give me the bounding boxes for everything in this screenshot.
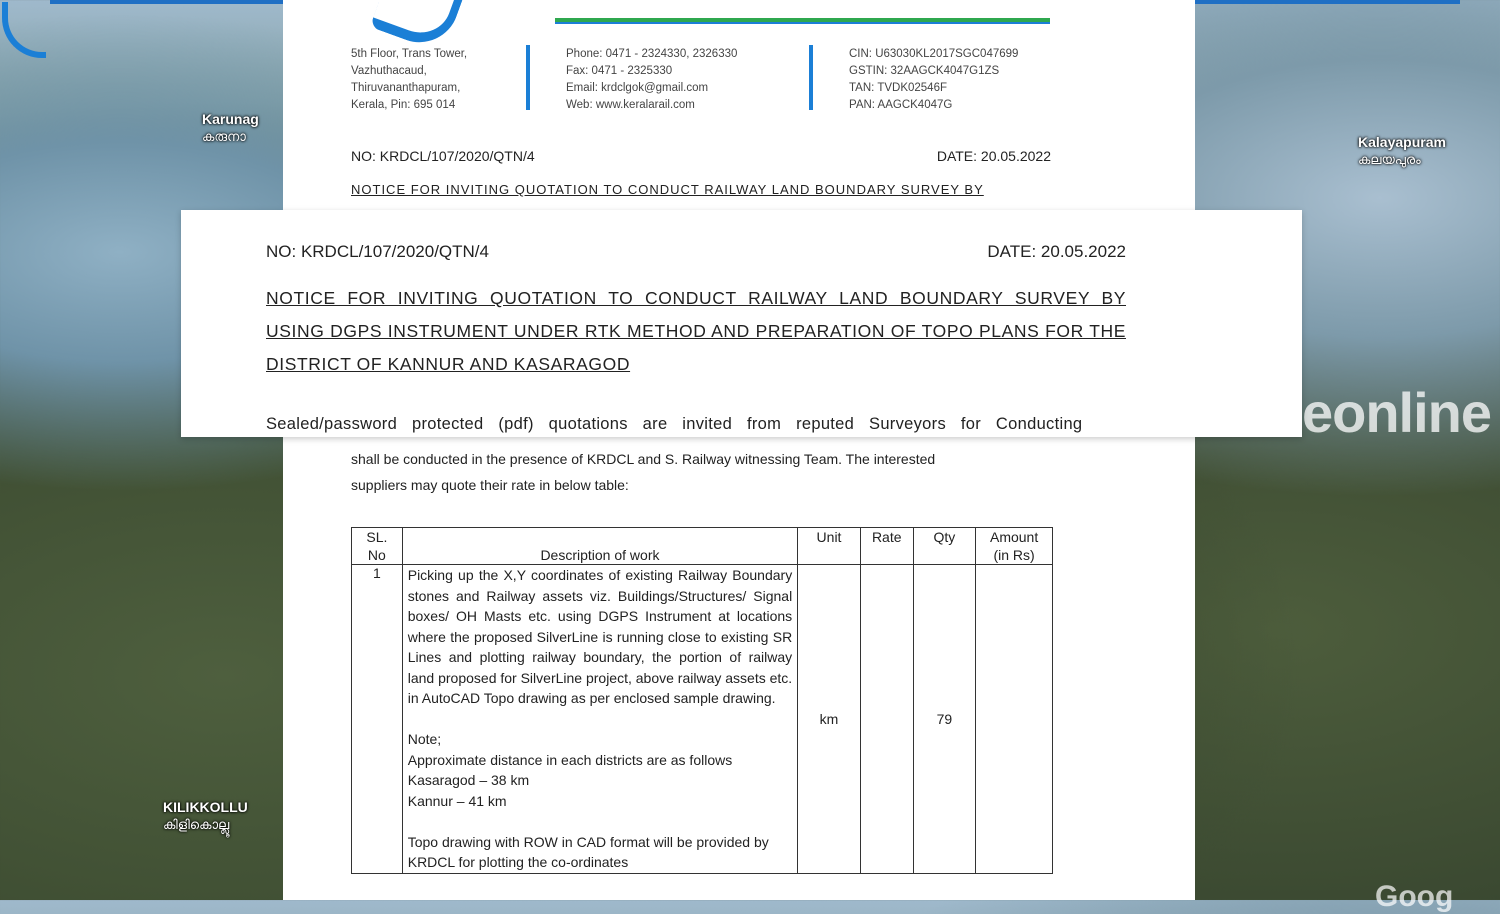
- cell-description: Picking up the X,Y coordinates of existing Railway Boundary stones and Railway assets viz. Buildings/Structures/ Signal boxes/ OH Masts etc. using DGPS Instrument at locations where the proposed SilverLine is running close to existing SR Lines and plotting railway boundary, the portion of railway land proposed for SilverLine project, above railway assets etc. in AutoCAD Topo drawing as per enclosed sample drawing. Note; Approximate distance in each districts are as follows Kasaragod – 38 km Kannur – 41 km Topo drawing with ROW in CAD format will be provided by KRDCL for plotting the co-ordinates: [402, 565, 797, 874]
- header-amount: Amount (in Rs): [976, 528, 1053, 565]
- header-unit: Unit: [798, 528, 861, 565]
- cell-sl-no: 1: [352, 565, 403, 874]
- place-label-kilikkollu: KILIKKOLLU കിളികൊല്ലൂ: [163, 799, 248, 832]
- header-sl-no: SL. No: [352, 528, 403, 565]
- letterhead-divider: [526, 45, 530, 110]
- header-qty: Qty: [913, 528, 976, 565]
- cell-qty: 79: [913, 565, 976, 874]
- letterhead-contact: Phone: 0471 - 2324330, 2326330 Fax: 0471 - 2325330 Email: krdclgok@gmail.com Web: www.keralarail.com: [566, 48, 738, 111]
- zoom-reference-number: NO: KRDCL/107/2020/QTN/4: [266, 242, 489, 261]
- zoom-reference-row: [266, 242, 1126, 262]
- zoom-sealed-line: Sealed/password protected (pdf) quotations are invited from reputed Surveyors for Conducting: [266, 415, 1083, 433]
- place-label-kalayapuram: Kalayapuram കലയപുരം: [1358, 134, 1446, 167]
- cell-unit: km: [798, 565, 861, 874]
- place-label-karunag: Karunag കരുനാ: [202, 111, 259, 144]
- notice-title: NOTICE FOR INVITING QUOTATION TO CONDUCT RAILWAY LAND BOUNDARY SURVEY BY: [351, 182, 984, 197]
- reference-row: [351, 148, 1051, 164]
- header-description: Description of work: [402, 528, 797, 565]
- document-page: [283, 0, 1195, 900]
- cell-amount: [976, 565, 1053, 874]
- document-date: DATE: 20.05.2022: [936, 148, 1051, 164]
- channel-watermark: eonline: [1302, 381, 1492, 444]
- quotation-table: [351, 527, 1053, 874]
- zoomed-heading-overlay: [181, 210, 1302, 437]
- table-row: [352, 565, 1053, 874]
- header-rate: Rate: [860, 528, 913, 565]
- zoom-date: DATE: 20.05.2022: [987, 242, 1126, 261]
- map-brand-watermark: Goog: [1375, 880, 1454, 913]
- channel-logo-icon: [2, 2, 46, 58]
- table-header-row: [352, 528, 1053, 565]
- zoom-notice-title: NOTICE FOR INVITING QUOTATION TO CONDUCT RAILWAY LAND BOUNDARY SURVEY BY USING DGPS INSTRUMENT UNDER RTK METHOD AND PREPARATION OF TOPO PLANS FOR THE DISTRICT OF KANNUR AND KASARAGOD: [266, 288, 1126, 374]
- letterhead-address: 5th Floor, Trans Tower, Vazhuthacaud, Thiruvananthapuram, Kerala, Pin: 695 014: [351, 48, 468, 111]
- letterhead-divider: [809, 45, 813, 110]
- cell-rate: [860, 565, 913, 874]
- letterhead-ids: CIN: U63030KL2017SGC047699 GSTIN: 32AAGCK4047G1ZS TAN: TVDK02546F PAN: AAGCK4047G: [849, 48, 1019, 111]
- body-paragraph: shall be conducted in the presence of KRDCL and S. Railway witnessing Team. The interested suppliers may quote their rate in below table:: [351, 451, 936, 493]
- reference-number: NO: KRDCL/107/2020/QTN/4: [351, 148, 535, 164]
- header-rule-blue: [555, 22, 1050, 24]
